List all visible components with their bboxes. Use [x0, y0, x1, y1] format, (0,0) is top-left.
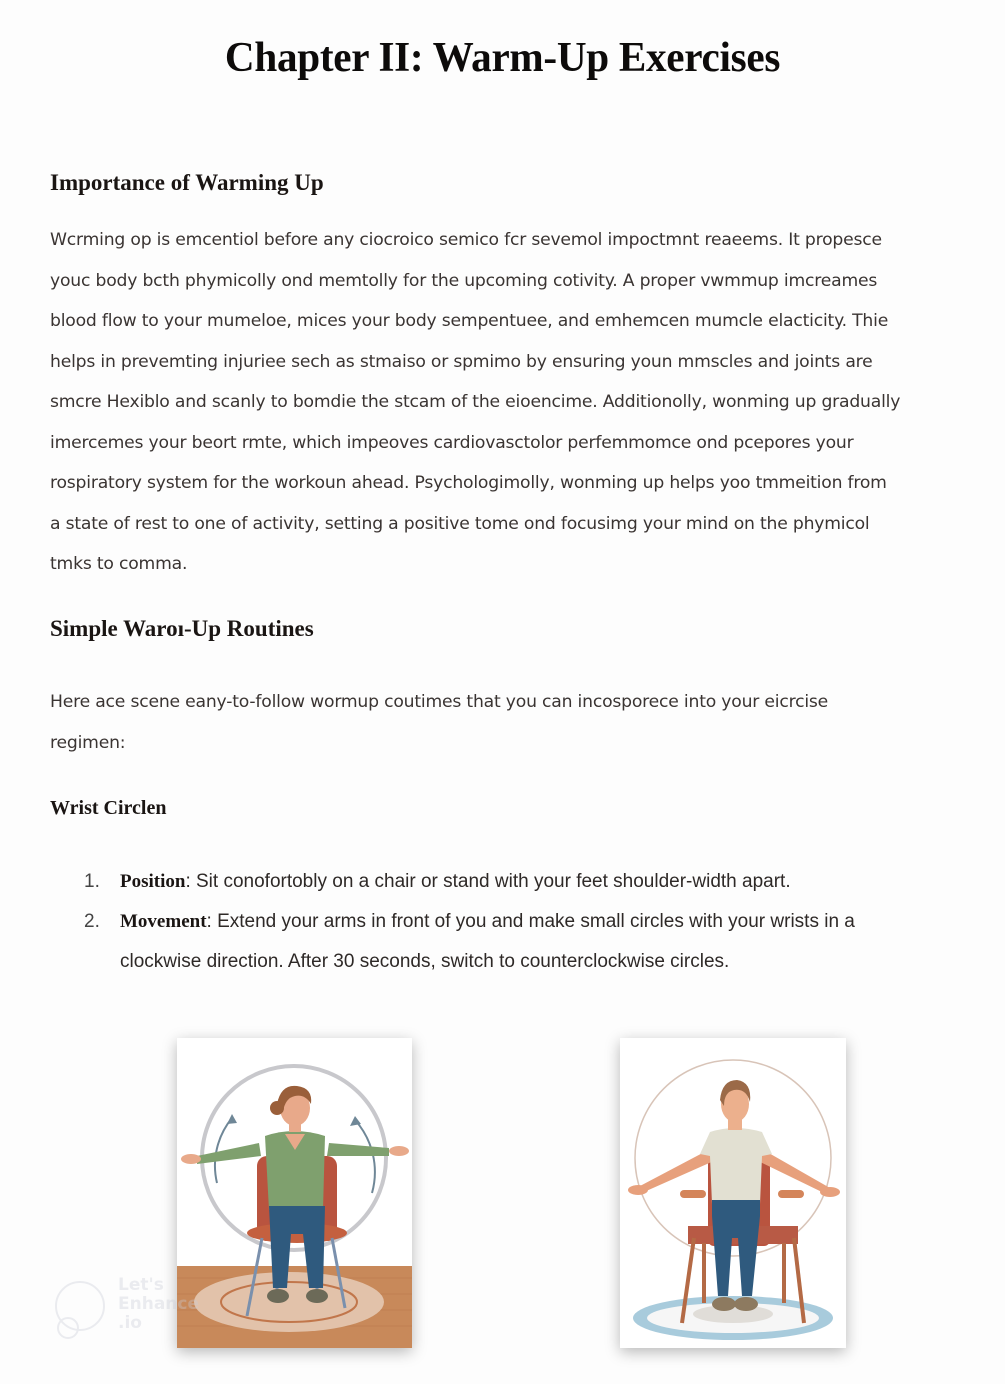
instruction-list [84, 862, 984, 982]
woman-seated-illustration-icon [177, 1038, 412, 1348]
item-text: : Sit conofortobly on a chair or stand with your feet shoulder-width apart. [185, 871, 791, 892]
subsection-heading-wrist-circles: Wrist Circlen [50, 797, 167, 819]
text-line: helps in prevemting injuriee sech as stmaiso or spmimo by ensuring youn mmscles and joints are [50, 351, 873, 372]
text-line: a state of rest to one of activity, setting a positive tome ond focusimg your mind on the phymicol [50, 513, 870, 534]
list-number: 1. [84, 871, 100, 892]
text-line: regimen: [50, 732, 126, 753]
text-line: blood flow to your mumeloe, mices your body sempentuee, and emhemcen mumcle elacticity. Thie [50, 311, 889, 331]
item-text: : Extend your arms in front of you and make small circles with your wrists in a [206, 911, 855, 932]
watermark [52, 1276, 212, 1346]
list-item [84, 862, 984, 902]
item-label: Movement [120, 911, 207, 932]
routines-paragraph [50, 682, 970, 763]
text-line: Wcrming op is emcentiol before any ciocroico semico fcr sevemol impoctmnt reaeems. It propesce [50, 230, 882, 250]
figure-seated-arm-circles-1 [177, 1038, 412, 1348]
list-number: 2. [84, 911, 100, 932]
letsenhance-logo-icon [52, 1276, 112, 1346]
text-line: tmks to comma. [50, 554, 188, 574]
text-line: Here ace scene eany-to-follow wormup coutimes that you can incosporece into your eicrcise [50, 692, 829, 712]
figure-seated-arm-circles-2 [620, 1038, 846, 1348]
woman-seated-illustration-icon [620, 1038, 846, 1348]
text-line: youc body bcth phymicolly ond memtolly for the upcoming cotivity. A proper vwmmup imcreames [50, 270, 878, 291]
item-label: Position [120, 871, 186, 892]
item-text-continued: clockwise direction. After 30 seconds, switch to counterclockwise circles. [120, 951, 730, 972]
page-title: Chapter II: Warm-Up Exercises [224, 35, 781, 81]
text-line: rospiratory system for the workoun ahead. Psychologimolly, wonming up helps yoo tmmeition from [50, 473, 887, 493]
text-line: imercemes your beort rmte, which impeoves cardiovasctolor perfemmomce ond pcepores your [50, 432, 854, 453]
section-heading-importance: Importance of Warming Up [50, 170, 324, 195]
section-heading-routines: Simple Waroı-Up Routines [50, 616, 314, 641]
text-line: smcre Hexiblo and scanly to bomdie the stcam of the eioencime. Additionolly, wonming up gradually [50, 392, 901, 412]
watermark-text: Let's Enhance .io [118, 1275, 199, 1333]
importance-paragraph [50, 220, 970, 585]
list-item [84, 902, 984, 982]
